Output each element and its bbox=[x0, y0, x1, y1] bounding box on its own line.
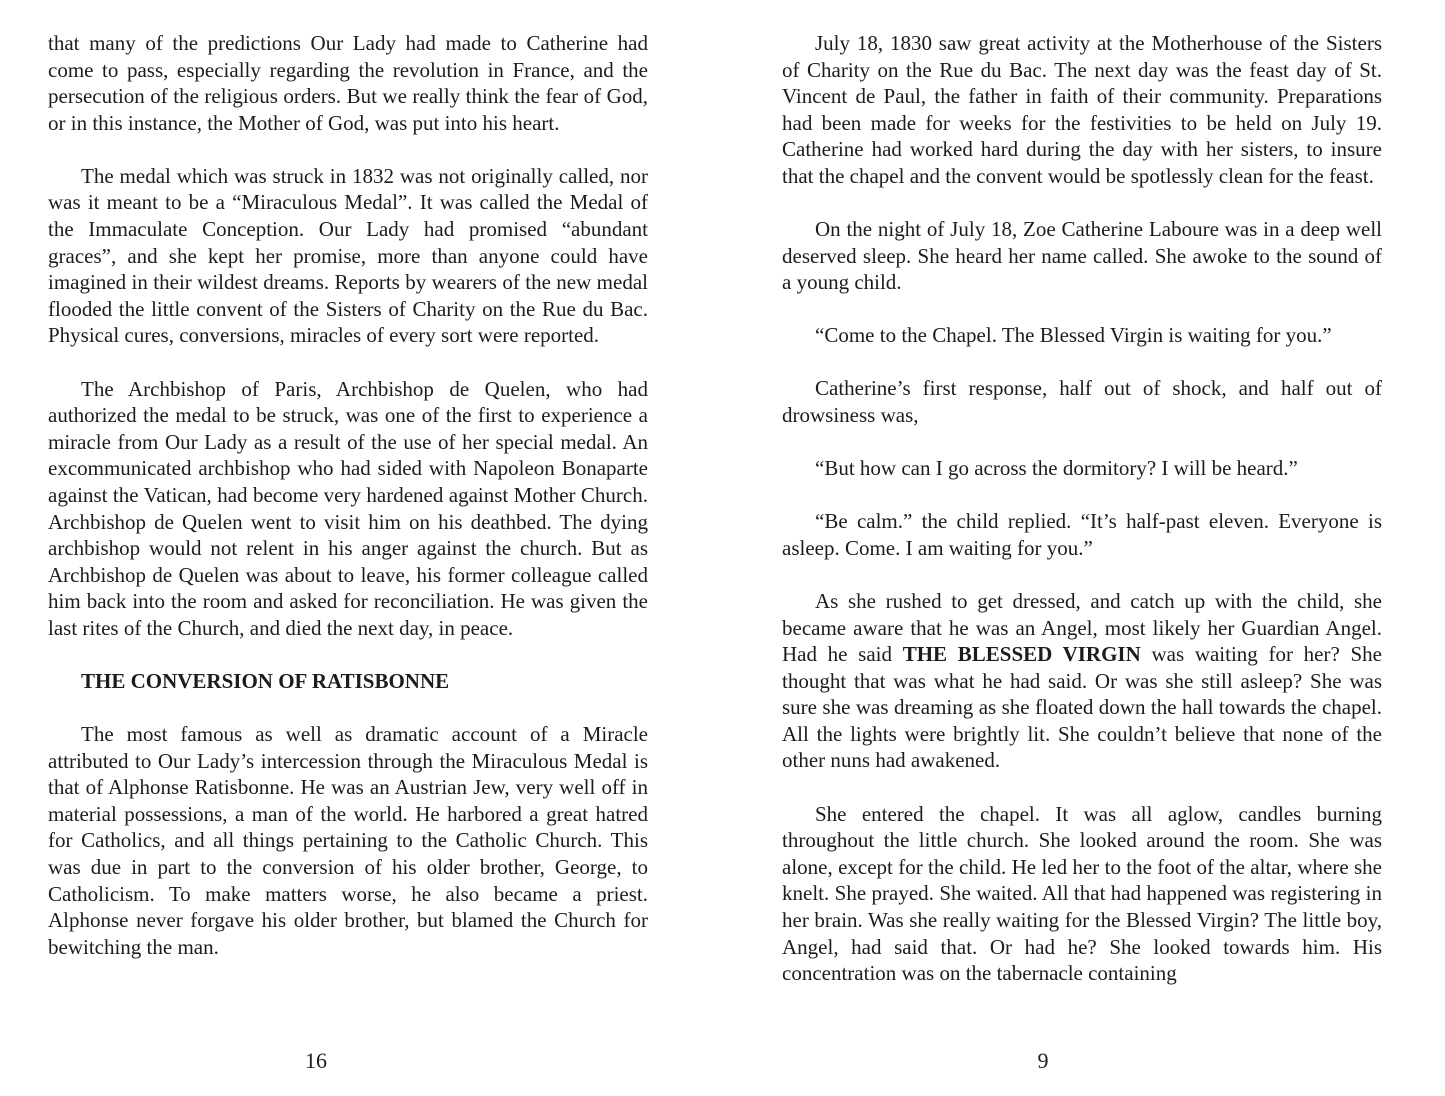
right-paragraph-6: “Be calm.” the child replied. “It’s half-past eleven. Everyone is asleep. Come. I am waiting for you.” bbox=[782, 509, 1382, 560]
angel-text-start: As she rushed to get dressed, and catch up with the child, she became aware that he was an Angel, most likely her Guardian Angel. Had he said bbox=[782, 588, 1382, 667]
angel-text-end: was waiting for her? She thought that was what he had said. Or was she still asleep? She was sure she was dreaming as she floated down the hall towards the chapel. All the lights were brightly lit. She couldn’t believe that none of the other nuns had awakened. bbox=[782, 642, 1382, 773]
left-page-number: 16 bbox=[305, 1048, 327, 1073]
section-heading: THE CONVERSION OF RATISBONNE bbox=[81, 668, 450, 693]
left-page bbox=[48, 30, 648, 987]
right-paragraph-2: On the night of July 18, Zoe Catherine Laboure was in a deep well deserved sleep. She heard her name called. She awoke to the sound of a young child. bbox=[782, 217, 1382, 295]
left-paragraph-3: The Archbishop of Paris, Archbishop de Quelen, who had authorized the medal to be struck, was one of the first to experience a miracle from Our Lady as a result of the use of her special medal. An excommunicated archbishop who had sided with Napoleon Bonaparte against the Vatican, had become very hardened against Mother Church. Archbishop de Quelen went to visit him on his deathbed. The dying archbishop would not relent in his anger against the church. But as Archbishop de Quelen was about to leave, his former colleague called him back into the room and asked for reconciliation. He was given the last rites of the Church, and died the next day, in peace. bbox=[48, 376, 648, 640]
right-paragraph-angel bbox=[782, 588, 1382, 774]
right-paragraph-5: “But how can I go across the dormitory? I will be heard.” bbox=[815, 456, 1298, 481]
blessed-virgin-emphasis: THE BLESSED VIRGIN bbox=[902, 642, 1141, 667]
left-paragraph-4: The most famous as well as dramatic account of a Miracle attributed to Our Lady’s intercession through the Miraculous Medal is that of Alphonse Ratisbonne. He was an Austrian Jew, very well off in material possessions, a man of the world. He harbored a great hatred for Catholics, and all things pertaining to the Catholic Church. This was due in part to the conversion of his older brother, George, to Catholicism. To make matters worse, he also became a priest. Alphonse never forgave his older brother, but blamed the Church for bewitching the man. bbox=[48, 722, 648, 959]
left-paragraph-1: that many of the predictions Our Lady had made to Catherine had come to pass, especially regarding the revolution in France, and the persecution of the religious orders. But we really think the fear of God, or in this instance, the Mother of God, was put into his heart. bbox=[48, 31, 648, 135]
right-paragraph-last: She entered the chapel. It was all aglow, candles burning throughout the little church. She looked around the room. She was alone, except for the child. He led her to the foot of the altar, where she knelt. She prayed. She waited. All that had happened was registering in her brain. Was she really waiting for the Blessed Virgin? The little boy, Angel, had said that. Or had he? She looked towards him. His concentration was on the tabernacle containing bbox=[782, 801, 1382, 986]
right-page bbox=[782, 30, 1382, 1013]
right-paragraph-1: July 18, 1830 saw great activity at the Motherhouse of the Sisters of Charity on the Rue du Bac. The next day was the feast day of St. Vincent de Paul, the father in faith of their community. Preparations had been made for weeks for the festivities to be held on July 19. Catherine had worked hard during the day with her sisters, to insure that the chapel and the convent would be spotlessly clean for the feast. bbox=[782, 31, 1382, 188]
left-paragraph-2: The medal which was struck in 1832 was not originally called, nor was it meant to be a “Miraculous Medal”. It was called the Medal of the Immaculate Conception. Our Lady had promised “abundant graces”, and she kept her promise, more than anyone could have imagined in their wildest dreams. Reports by wearers of the new medal flooded the little convent of the Sisters of Charity on the Rue du Bac. Physical cures, conversions, miracles of every sort were reported. bbox=[48, 163, 648, 348]
right-paragraph-3: “Come to the Chapel. The Blessed Virgin is waiting for you.” bbox=[815, 323, 1332, 348]
right-page-number: 9 bbox=[1037, 1048, 1049, 1073]
right-paragraph-4: Catherine’s first response, half out of shock, and half out of drowsiness was, bbox=[782, 376, 1382, 428]
